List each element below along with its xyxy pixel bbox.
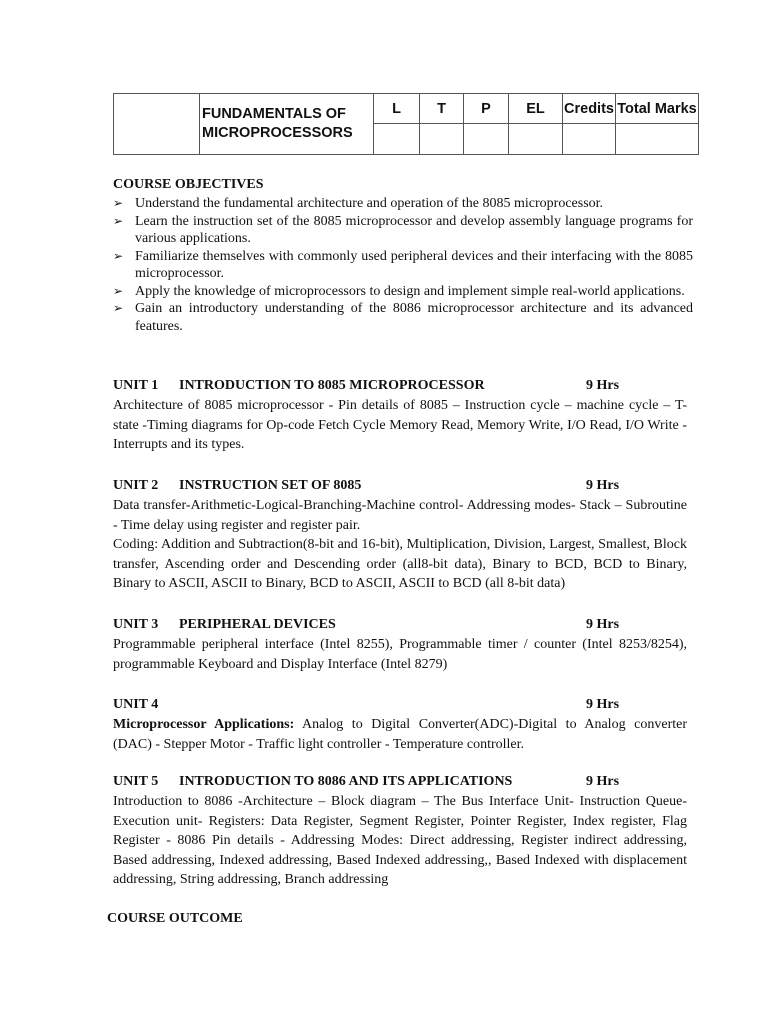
arrow-bullet-icon: ➢ xyxy=(113,301,124,315)
course-title-line1: FUNDAMENTALS OF xyxy=(202,106,346,122)
unit-hours: 9 Hrs xyxy=(586,774,620,789)
unit-2-heading xyxy=(113,476,687,496)
arrow-bullet-icon: ➢ xyxy=(113,196,124,210)
unit-hours: 9 Hrs xyxy=(586,617,620,632)
unit-5-body: Introduction to 8086 -Architecture – Block diagram – The Bus Interface Unit- Instruction Queue- Execution unit- Registers: Data Register, Segment Register, Pointer Register, Index register, Flag Register - 8086 Pin details - Addressing Modes: Direct addressing, Register indirect addressing, Based addressing, Indexed addressing, Based Indexed addressing,, Based Indexed with displacement addressing, String addressing, Branch addressing xyxy=(113,794,687,887)
arrow-bullet-icon: ➢ xyxy=(113,283,124,298)
unit-4-heading xyxy=(113,695,687,715)
unit-label: UNIT 3 xyxy=(113,617,159,632)
val-total-marks xyxy=(616,124,699,155)
objectives-heading: COURSE OBJECTIVES xyxy=(113,177,264,192)
val-t xyxy=(420,124,464,155)
unit-2-section xyxy=(113,476,687,594)
objective-item: ➢ Gain an introductory understanding of the 8086 microprocessor architecture and its advanced features. xyxy=(113,301,693,334)
unit-hours: 9 Hrs xyxy=(586,378,620,393)
unit-title: INTRODUCTION TO 8086 AND ITS APPLICATIONS xyxy=(179,774,513,789)
unit-1-body: Architecture of 8085 microprocessor - Pin details of 8085 – Instruction cycle – machine cycle – T-state -Timing diagrams for Op-code Fetch Cycle Memory Read, Memory Write, I/O Read, I/O Write -Interrupts and its types. xyxy=(113,398,687,452)
course-title-line2: MICROPROCESSORS xyxy=(202,125,353,141)
course-title-cell xyxy=(200,94,374,155)
objective-item: ➢ Learn the instruction set of the 8085 microprocessor and develop assembly language programs for various applications. xyxy=(113,213,693,246)
unit-label: UNIT 2 xyxy=(113,478,159,493)
col-t: T xyxy=(420,94,464,124)
outcome-heading: COURSE OUTCOME xyxy=(107,911,243,926)
unit-2-coding: Coding: Addition and Subtraction(8-bit and 16-bit), Multiplication, Division, Largest, Smallest, Block transfer, Ascending order and Descending order (all8-bit data), Binary to BCD, BCD to Binary, Binary to ASCII, ASCII to Binary, BCD to ASCII, ASCII to BCD (all 8-bit data) xyxy=(113,537,687,591)
unit-2-body: Data transfer-Arithmetic-Logical-Branching-Machine control- Addressing modes- Stack – Subroutine - Time delay using register and register pair. xyxy=(113,498,687,533)
course-code-cell xyxy=(114,94,200,155)
unit-3-section xyxy=(113,615,687,674)
unit-hours: 9 Hrs xyxy=(586,697,620,712)
col-el: EL xyxy=(509,94,563,124)
unit-4-section xyxy=(113,695,687,754)
unit-5-heading xyxy=(113,772,687,792)
unit-5-section xyxy=(113,772,687,890)
val-l xyxy=(374,124,420,155)
unit-1-section xyxy=(113,376,687,455)
objective-item: ➢ Apply the knowledge of microprocessors to design and implement simple real-world applications. xyxy=(113,283,685,299)
val-credits xyxy=(563,124,616,155)
unit-title: INTRODUCTION TO 8085 MICROPROCESSOR xyxy=(179,378,485,393)
unit-hours: 9 Hrs xyxy=(586,478,620,493)
unit-label: UNIT 5 xyxy=(113,774,159,789)
unit-3-heading xyxy=(113,615,687,635)
val-p xyxy=(464,124,509,155)
objective-item: ➢ Familiarize themselves with commonly used peripheral devices and their interfacing with the 8085 microprocessor. xyxy=(113,248,693,281)
unit-label: UNIT 1 xyxy=(113,378,159,393)
arrow-bullet-icon: ➢ xyxy=(113,248,124,263)
unit-4-body-text: Analog to Digital Converter(ADC)-Digital to Analog converter (DAC) - Stepper Motor - Traffic light controller - Temperature controller. xyxy=(113,717,687,752)
unit-4-bold-lead: Microprocessor Applications: xyxy=(113,717,295,732)
arrow-bullet-icon: ➢ xyxy=(113,213,124,228)
unit-title: INSTRUCTION SET OF 8085 xyxy=(179,478,362,493)
unit-3-body: Programmable peripheral interface (Intel 8255), Programmable timer / counter (Intel 8253/8254), programmable Keyboard and Display Interface (Intel 8279) xyxy=(113,637,687,672)
col-p: P xyxy=(464,94,509,124)
objective-item: ➢ Understand the fundamental architecture and operation of the 8085 microprocessor. xyxy=(113,196,604,211)
objectives-list xyxy=(113,195,693,335)
unit-1-heading xyxy=(113,376,687,396)
unit-title: PERIPHERAL DEVICES xyxy=(179,617,336,632)
col-credits: Credits xyxy=(563,94,616,124)
val-el xyxy=(509,124,563,155)
course-header-table xyxy=(113,93,699,155)
unit-4-body xyxy=(113,715,687,754)
unit-label: UNIT 4 xyxy=(113,697,159,712)
col-total-marks: Total Marks xyxy=(616,94,699,124)
col-l: L xyxy=(374,94,420,124)
